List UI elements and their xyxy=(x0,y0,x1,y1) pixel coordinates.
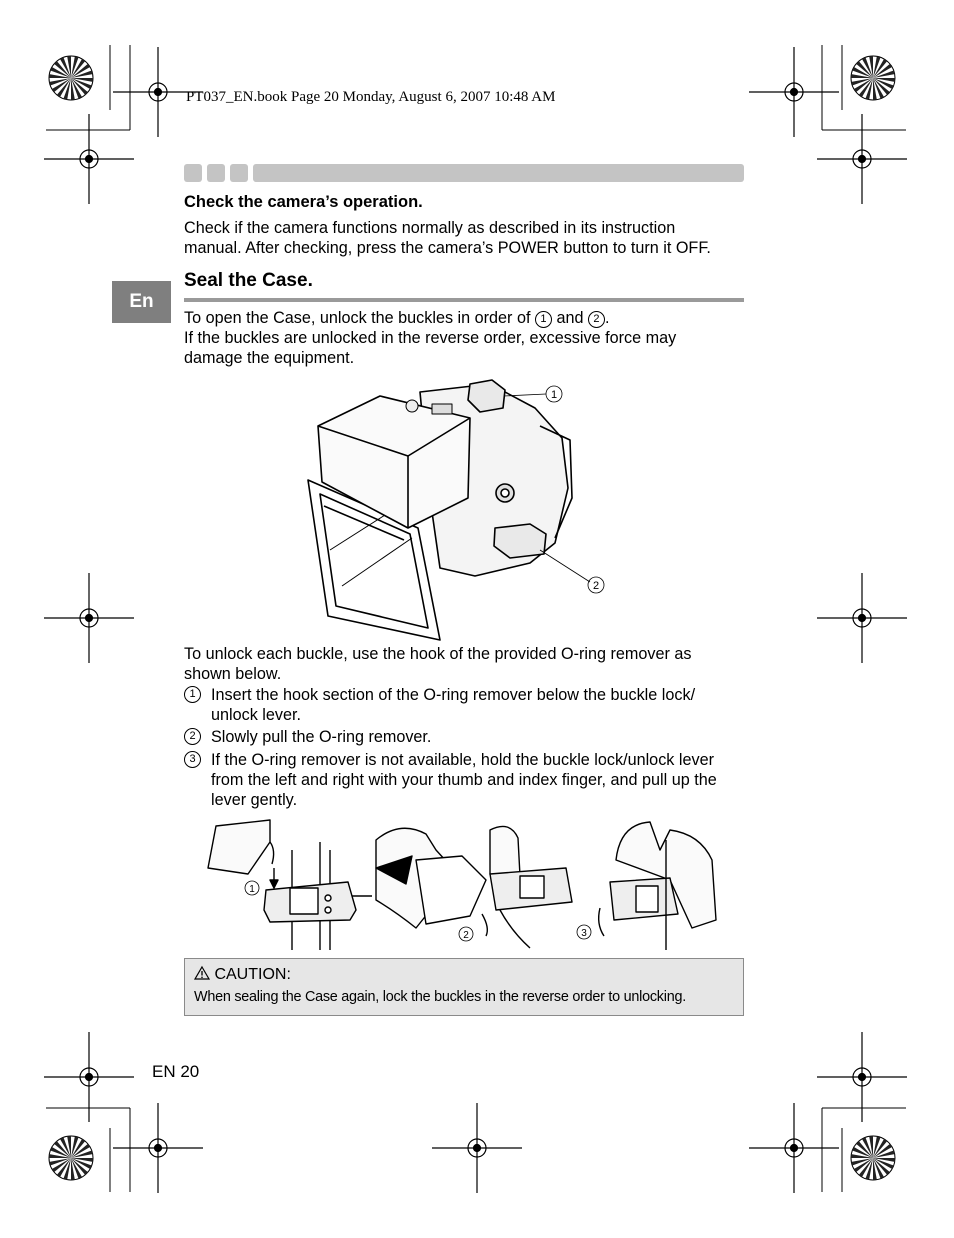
buckle-unlock-illustration xyxy=(200,820,730,952)
section-body-line: damage the equipment. xyxy=(184,349,355,367)
unlock-intro-line: To unlock each buckle, use the hook of the provided O-ring remover as xyxy=(184,645,692,663)
language-tab: En xyxy=(112,281,171,323)
step-square xyxy=(184,164,202,182)
callout-label: 3 xyxy=(581,928,587,939)
step-indicator-bar xyxy=(184,164,744,182)
caution-title: CAUTION: xyxy=(194,966,291,984)
caution-text: When sealing the Case again, lock the buckles in the reverse order to unlocking. xyxy=(194,989,686,1005)
section-rule xyxy=(184,298,744,302)
star-target-mark xyxy=(851,1136,895,1180)
page-number: EN 20 xyxy=(152,1062,200,1081)
marker-two: 2 xyxy=(588,311,605,328)
section-body-line: To open the Case, unlock the buckles in order of 1 and 2 . xyxy=(184,309,610,327)
section-body-line: If the buckles are unlocked in the reverse order, excessive force may xyxy=(184,329,677,347)
step-item: 1 Insert the hook section of the O-ring remover below the buckle lock/ unlock lever. xyxy=(184,685,746,725)
marker-one: 1 xyxy=(535,311,552,328)
warning-icon xyxy=(194,966,210,980)
step-square xyxy=(207,164,225,182)
step-number: 1 xyxy=(184,686,201,703)
step-item: 3 If the O-ring remover is not available, hold the buckle lock/unlock lever from the left and right with your thumb and index finger, and pull up the lever gently. xyxy=(184,750,746,810)
step-body-line: Check if the camera functions normally as described in its instruction xyxy=(184,219,676,237)
step-number: 3 xyxy=(184,751,201,768)
step-item: 2 Slowly pull the O-ring remover. xyxy=(184,727,746,747)
caution-box xyxy=(184,958,744,1016)
print-header: PT037_EN.book Page 20 Monday, August 6, 2007 10:48 AM xyxy=(186,89,556,105)
unlock-intro-line: shown below. xyxy=(184,665,282,683)
step-square xyxy=(230,164,248,182)
step-number: 2 xyxy=(184,728,201,745)
step-body-line: manual. After checking, press the camera’s POWER button to turn it OFF. xyxy=(184,239,711,257)
step-heading: Check the camera’s operation. xyxy=(184,193,423,211)
callout-label: 1 xyxy=(249,884,255,895)
callout-label: 2 xyxy=(463,930,469,941)
step-bar xyxy=(253,164,744,182)
camera-case-illustration xyxy=(300,378,630,643)
star-target-mark xyxy=(49,1136,93,1180)
star-target-mark xyxy=(851,56,895,100)
star-target-mark xyxy=(49,56,93,100)
section-heading: Seal the Case. xyxy=(184,270,313,291)
callout-label: 2 xyxy=(592,580,600,592)
callout-label: 1 xyxy=(550,389,558,401)
